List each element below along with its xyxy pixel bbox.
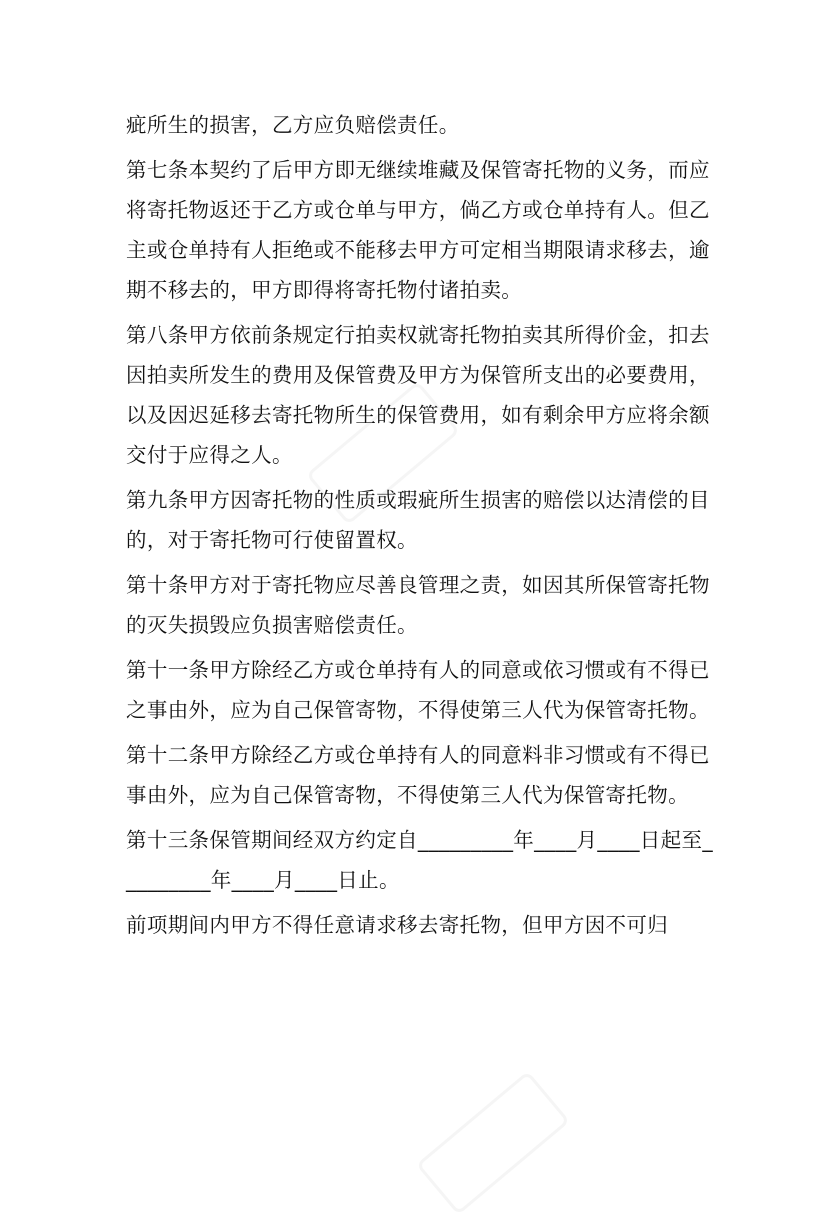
paragraph: 第七条本契约了后甲方即无继续堆藏及保管寄托物的义务，而应将寄托物返还于乙方或仓单与甲方，倘乙方或仓单持有人。但乙主或仓单持有人拒绝或不能移去甲方可定相当期限请求移去，逾期不移去的，甲方即得将寄托物付诸拍卖。 <box>126 158 710 302</box>
document-body <box>126 105 716 950</box>
paragraph: 第十三条保管期间经双方约定自_________年____月____日起至_________年____月____日止。 <box>126 828 713 892</box>
paragraph: 第九条甲方因寄托物的性质或瑕疵所生损害的赔偿以达清偿的目的，对于寄托物可行使留置权。 <box>126 488 710 552</box>
paragraph: 前项期间内甲方不得任意请求移去寄托物，但甲方因不可归 <box>126 913 669 937</box>
watermark-stamp <box>416 1071 570 1215</box>
paragraph: 第八条甲方依前条规定行拍卖权就寄托物拍卖其所得价金，扣去因拍卖所发生的费用及保管费及甲方为保管所支出的必要费用，以及因迟延移去寄托物所生的保管费用，如有剩余甲方应将余额交付于应得之人。 <box>126 323 710 467</box>
paragraph: 疵所生的损害，乙方应负赔偿责任。 <box>126 113 460 137</box>
paragraph: 第十二条甲方除经乙方或仓单持有人的同意料非习惯或有不得已事由外，应为自己保管寄物，不得使第三人代为保管寄托物。 <box>126 743 710 807</box>
paragraph: 第十一条甲方除经乙方或仓单持有人的同意或依习惯或有不得已之事由外，应为自己保管寄物，不得使第三人代为保管寄托物。 <box>126 658 710 722</box>
paragraph: 第十条甲方对于寄托物应尽善良管理之责，如因其所保管寄托物的灭失损毁应负损害赔偿责任。 <box>126 573 710 637</box>
